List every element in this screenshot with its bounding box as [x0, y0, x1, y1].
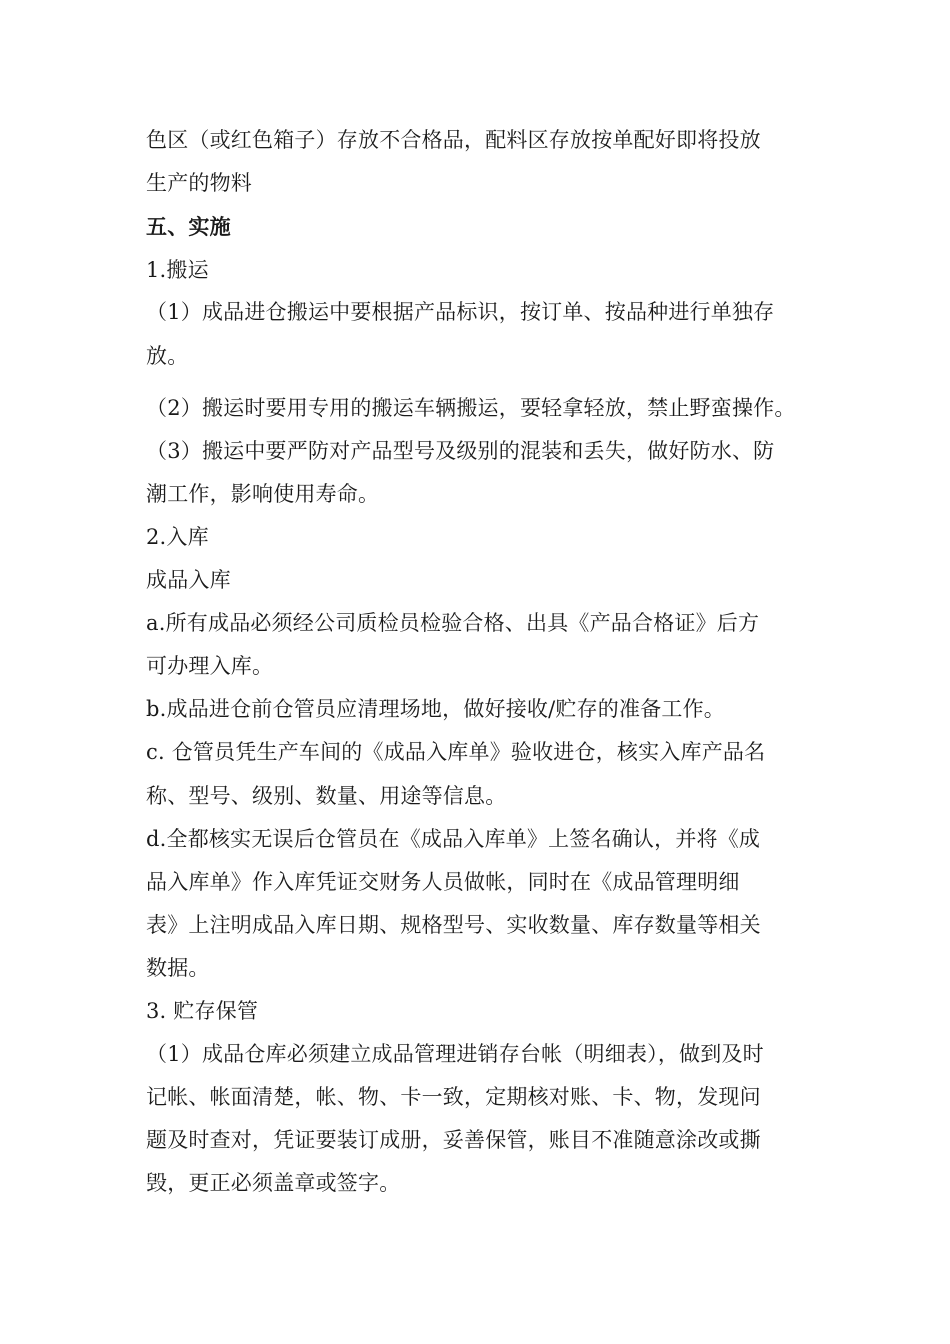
text-line-17: d.全都核实无误后仓管员在《成品入库单》上签名确认，并将《成 — [146, 827, 761, 851]
text-line-9: 潮工作，影响使用寿命。 — [146, 482, 380, 506]
subsection-heading-storage-in: 2.入库 — [146, 525, 209, 549]
text-line-13: 可办理入库。 — [146, 654, 274, 678]
text-line-23: 记帐、帐面清楚，帐、物、卡一致，定期核对账、卡、物，发现问 — [146, 1085, 761, 1109]
text-line-8: （3）搬运中要严防对产品型号及级别的混装和丢失，做好防水、防 — [146, 439, 775, 463]
text-line-2: 生产的物料 — [146, 171, 252, 195]
text-line-16: 称、型号、级别、数量、用途等信息。 — [146, 784, 507, 808]
text-line-1: 色区（或红色箱子）存放不合格品，配料区存放按单配好即将投放 — [146, 128, 761, 152]
text-line-15: c. 仓管员凭生产车间的《成品入库单》验收进仓，核实入库产品名 — [146, 740, 766, 764]
text-line-18: 品入库单》作入库凭证交财务人员做帐，同时在《成品管理明细 — [146, 870, 740, 894]
text-line-6: 放。 — [146, 344, 189, 368]
section-heading-5: 五、实施 — [146, 215, 231, 239]
text-line-25: 毁，更正必须盖章或签字。 — [146, 1171, 401, 1195]
subsection-heading-keeping: 3. 贮存保管 — [146, 999, 259, 1023]
text-line-19: 表》上注明成品入库日期、规格型号、实收数量、库存数量等相关 — [146, 913, 761, 937]
text-line-5: （1）成品进仓搬运中要根据产品标识，按订单、按品种进行单独存 — [146, 300, 775, 324]
text-line-22: （1）成品仓库必须建立成品管理进销存台帐（明细表），做到及时 — [146, 1042, 764, 1066]
text-line-7: （2）搬运时要用专用的搬运车辆搬运，要轻拿轻放，禁止野蛮操作。 — [146, 396, 796, 420]
text-line-20: 数据。 — [146, 956, 210, 980]
text-line-14: b.成品进仓前仓管员应清理场地，做好接收/贮存的准备工作。 — [146, 697, 725, 721]
text-line-12: a.所有成品必须经公司质检员检验合格、出具《产品合格证》后方 — [146, 611, 760, 635]
text-line-11: 成品入库 — [146, 568, 231, 592]
subsection-heading-transport: 1.搬运 — [146, 258, 209, 282]
text-line-24: 题及时查对，凭证要装订成册，妥善保管，账目不准随意涂改或撕 — [146, 1128, 761, 1152]
